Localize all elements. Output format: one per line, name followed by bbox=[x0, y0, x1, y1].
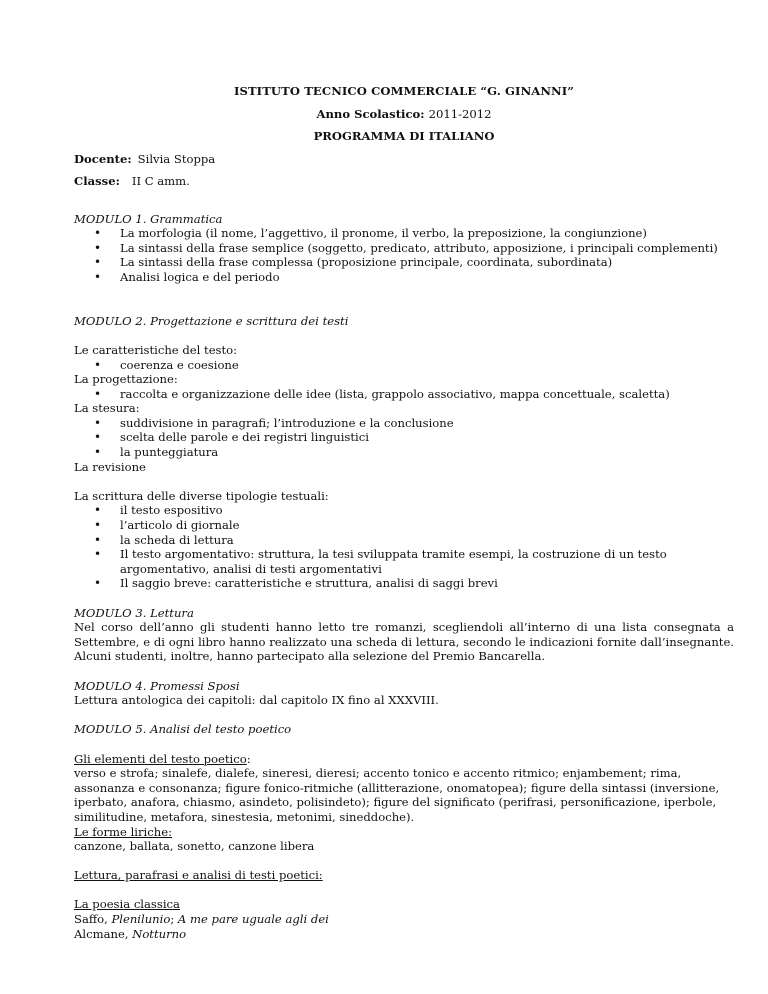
module-3-title: MODULO 3. Lettura bbox=[74, 605, 194, 620]
module-4-text: Lettura antologica dei capitoli: dal capitolo IX fino al XXXVIII. bbox=[74, 693, 439, 708]
module-1-list bbox=[74, 226, 734, 284]
classic-heading: La poesia classica bbox=[74, 897, 180, 912]
teacher-label: Docente: bbox=[74, 151, 132, 166]
section-heading: La revisione bbox=[74, 459, 146, 474]
poem-line bbox=[74, 912, 734, 927]
elements-text: verso e strofa; sinalefe, dialefe, sineresi, dieresi; accento tonico e accento ritmico; enjambement; rima, assonanza e consonanza; figure fonico-ritmiche (allitterazione, onomatopea); figure della sintassi (inversione, iperbato, anafora, chiasmo, asindeto, polisindeto); figure del significato (perifrasi, personificazione, iperbole, similitudine, metafora, sinestesia, metonimi, sineddoche). bbox=[74, 766, 720, 824]
teacher-value: Silvia Stoppa bbox=[137, 151, 216, 166]
class-value: II C amm. bbox=[131, 174, 190, 189]
list-item: • La sintassi della frase semplice (soggetto, predicato, attributo, apposizione, i principali complementi) bbox=[74, 241, 734, 256]
list-item: • la punteggiatura bbox=[74, 445, 734, 460]
document-page bbox=[74, 84, 734, 941]
module-4 bbox=[74, 679, 734, 708]
poem-title: A me pare uguale agli dei bbox=[177, 912, 329, 927]
class-label: Classe: bbox=[74, 174, 120, 189]
list-item: • suddivisione in paragrafi; l’introduzione e la conclusione bbox=[74, 416, 734, 431]
list-item: • scelta delle parole e dei registri linguistici bbox=[74, 430, 734, 445]
section-heading: La progettazione: bbox=[74, 372, 178, 387]
section-list bbox=[74, 358, 734, 373]
elements-colon: : bbox=[246, 751, 251, 766]
school-year-label: Anno Scolastico: bbox=[316, 106, 425, 121]
elements-heading: Gli elementi del testo poetico bbox=[74, 751, 247, 766]
module-3-text: Nel corso dell’anno gli studenti hanno letto tre romanzi, scegliendoli all’interno di una lista consegnata a Settembre, e di ogni libro hanno realizzato una scheda di lettura, secondo le indicazioni fornite dall’insegnante. Alcuni studenti, inoltre, hanno partecipato alla selezione del Premio Bancarella. bbox=[74, 620, 734, 664]
section-heading: Le caratteristiche del testo: bbox=[74, 342, 238, 357]
list-item: • Analisi logica e del periodo bbox=[74, 270, 734, 285]
reading-heading: Lettura, parafrasi e analisi di testi poetici: bbox=[74, 868, 323, 883]
school-year bbox=[74, 107, 734, 122]
module-4-title: MODULO 4. Promessi Sposi bbox=[74, 678, 240, 693]
poem-title: Notturno bbox=[132, 926, 187, 941]
typologies-list bbox=[74, 503, 734, 591]
module-1-title: MODULO 1. Grammatica bbox=[74, 211, 223, 226]
forms-heading: Le forme liriche: bbox=[74, 824, 172, 839]
teacher-line bbox=[74, 152, 734, 167]
poem-author: Saffo, bbox=[74, 912, 112, 927]
section-heading: La stesura: bbox=[74, 401, 140, 416]
module-2-title: MODULO 2. Progettazione e scrittura dei testi bbox=[74, 313, 349, 328]
section-list bbox=[74, 387, 734, 402]
list-item: • il testo espositivo bbox=[74, 503, 734, 518]
typologies-heading: La scrittura delle diverse tipologie testuali: bbox=[74, 488, 329, 503]
poem-line bbox=[74, 927, 734, 942]
list-item: • la scheda di lettura bbox=[74, 533, 734, 548]
class-line bbox=[74, 174, 734, 189]
school-title: ISTITUTO TECNICO COMMERCIALE “G. GINANNI” bbox=[233, 84, 575, 98]
program-title: PROGRAMMA DI ITALIANO bbox=[313, 129, 495, 144]
poem-title: Plenilunio bbox=[111, 912, 171, 927]
list-item: • coerenza e coesione bbox=[74, 358, 734, 373]
elements-heading-line bbox=[74, 752, 734, 767]
poem-separator: ; bbox=[170, 912, 178, 927]
list-item: • raccolta e organizzazione delle idee (lista, grappolo associativo, mappa concettuale, scaletta) bbox=[74, 387, 734, 402]
module-1 bbox=[74, 212, 734, 285]
module-5 bbox=[74, 722, 734, 941]
forms-text: canzone, ballata, sonetto, canzone libera bbox=[74, 839, 315, 854]
section-list bbox=[74, 416, 734, 460]
list-item: • La sintassi della frase complessa (proposizione principale, coordinata, subordinata) bbox=[74, 255, 734, 270]
list-item: • La morfologia (il nome, l’aggettivo, il pronome, il verbo, la preposizione, la congiunzione) bbox=[74, 226, 734, 241]
school-year-value: 2011-2012 bbox=[428, 106, 492, 121]
list-item: • Il testo argomentativo: struttura, la tesi sviluppata tramite esempi, la costruzione di un testo argomentativo, analisi di testi argomentativi bbox=[74, 547, 734, 576]
poem-author: Alcmane, bbox=[74, 926, 133, 941]
module-5-title: MODULO 5. Analisi del testo poetico bbox=[74, 722, 292, 737]
list-item: • Il saggio breve: caratteristiche e struttura, analisi di saggi brevi bbox=[74, 576, 734, 591]
list-item: • l’articolo di giornale bbox=[74, 518, 734, 533]
module-3 bbox=[74, 606, 734, 664]
module-2 bbox=[74, 314, 734, 591]
